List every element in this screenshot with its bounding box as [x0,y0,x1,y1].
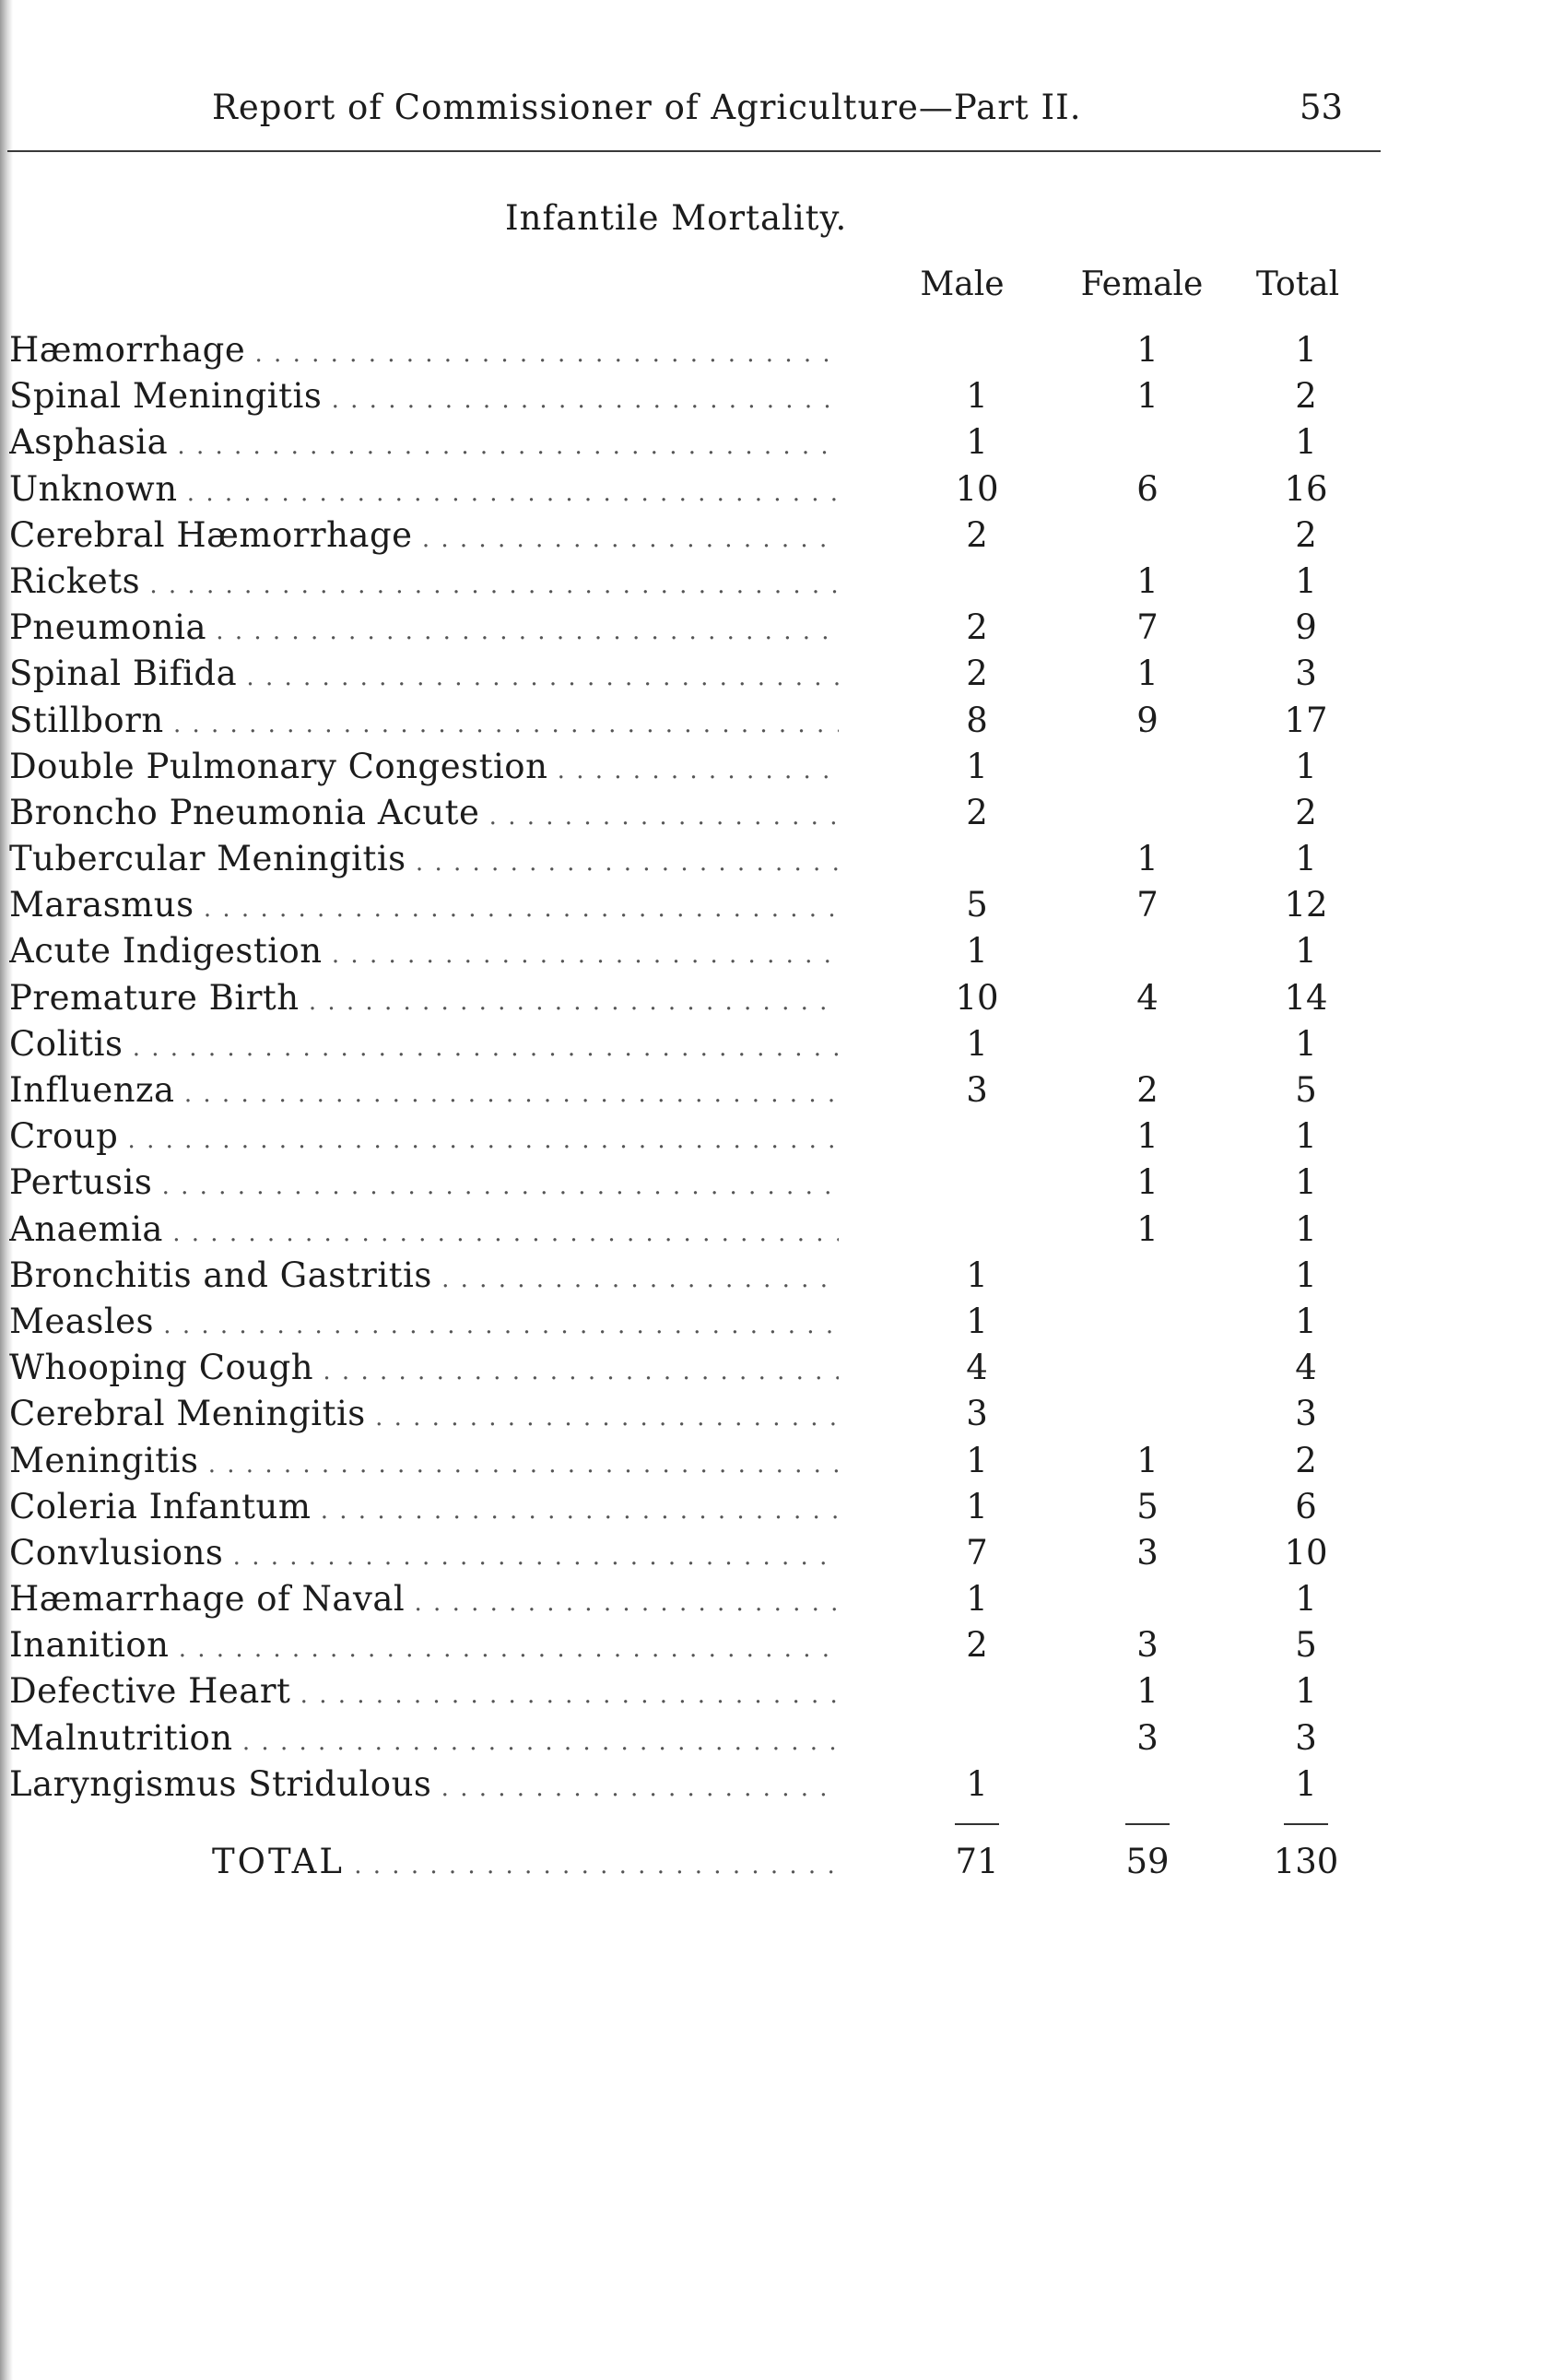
female-count: 1 [1136,839,1159,879]
total-count: 3 [1295,1394,1317,1434]
grand-total: 130 [1273,1842,1339,1881]
table-row [0,928,1438,974]
cause-name: Broncho Pneumonia Acute . . . [9,790,839,836]
table-row [0,836,1438,882]
cause-name: Stillborn . . . [9,698,839,744]
female-count: 1 [1136,330,1159,370]
table-row [0,790,1438,836]
cause-name: Hæmarrhage of Naval . . . [9,1576,839,1622]
total-count: 17 [1284,700,1328,740]
cause-name: Malnutrition . . . [9,1715,839,1761]
table-row [0,466,1438,513]
female-count: 3 [1136,1717,1159,1758]
male-count: 2 [966,1625,988,1666]
total-count: 1 [1295,1023,1317,1064]
male-count: 10 [955,977,999,1018]
cause-name: Colitis . . . [9,1021,839,1067]
table-row [0,1021,1438,1067]
cause-name: Asphasia . . . [9,419,839,465]
total-count: 1 [1295,1255,1317,1295]
table-row [0,1207,1438,1253]
table-row [0,327,1438,373]
table-row [0,744,1438,790]
table-row [0,605,1438,651]
male-count: 4 [966,1348,988,1388]
cause-name: Anaemia . . . [9,1207,839,1253]
total-count: 5 [1295,1070,1317,1110]
cause-name: Premature Birth . . . [9,975,839,1021]
cause-name: Whooping Cough . . . [9,1345,839,1391]
cause-name: Acute Indigestion . . . [9,928,839,974]
table-row [0,513,1438,559]
table-row [0,1530,1438,1576]
total-count: 16 [1284,468,1328,509]
table-row [0,882,1438,928]
male-count: 1 [966,1486,988,1526]
female-count: 1 [1136,654,1159,694]
total-count: 1 [1295,1579,1317,1620]
total-count: 1 [1295,1671,1317,1712]
table-row [0,1576,1438,1622]
cause-name: Unknown . . . [9,466,839,513]
cause-name: Croup . . . [9,1113,839,1160]
table-row [0,975,1438,1021]
cause-name: Coleria Infantum . . . [9,1484,839,1530]
total-count: 2 [1295,1440,1317,1480]
cause-name: Spinal Bifida . . . [9,651,839,697]
female-count: 1 [1136,1671,1159,1712]
female-count: 5 [1136,1486,1159,1526]
total-count: 4 [1295,1348,1317,1388]
cause-name: Measles . . . [9,1299,839,1345]
table-row [0,373,1438,419]
female-count: 9 [1136,700,1159,740]
total-count: 2 [1295,514,1317,555]
cause-name: Tubercular Meningitis . . . [9,836,839,882]
male-count: 2 [966,607,988,648]
column-header-total: Total [1255,265,1340,303]
total-count: 1 [1295,839,1317,879]
male-count: 7 [966,1532,988,1573]
male-count: 8 [966,700,988,740]
table-row [0,1345,1438,1391]
page-number: 53 [1300,88,1344,127]
female-count: 1 [1136,376,1159,417]
sum-rule-total [1284,1823,1328,1825]
male-count: 1 [966,1763,988,1804]
male-count: 2 [966,792,988,832]
female-count: 3 [1136,1625,1159,1666]
cause-name: Inanition . . . [9,1622,839,1668]
female-count: 1 [1136,1116,1159,1157]
female-count: 1 [1136,1208,1159,1249]
male-count: 1 [966,1023,988,1064]
female-count: 6 [1136,468,1159,509]
female-count: 1 [1136,1162,1159,1203]
cause-name: Cerebral Meningitis . . . [9,1391,839,1437]
table-row [0,1067,1438,1113]
total-count: 1 [1295,330,1317,370]
cause-name: Convlusions . . . [9,1530,839,1576]
running-head [0,88,1382,143]
table-row [0,1622,1438,1668]
table-row [0,1253,1438,1299]
cause-name: Pneumonia . . . [9,605,839,651]
table-row [0,1438,1438,1484]
total-count: 3 [1295,1717,1317,1758]
table-row [0,1668,1438,1714]
total-count: 1 [1295,1162,1317,1203]
header-rule [7,150,1381,152]
total-count: 6 [1295,1486,1317,1526]
male-count: 2 [966,654,988,694]
table-row [0,1484,1438,1530]
total-count: 1 [1295,422,1317,463]
female-count: 1 [1136,1440,1159,1480]
cause-name: Influenza . . . [9,1067,839,1113]
total-count: 1 [1295,746,1317,786]
total-count: 14 [1284,977,1328,1018]
column-header-male: Male [920,265,1005,303]
sum-rule-male [955,1823,999,1825]
male-count: 10 [955,468,999,509]
cause-name: Laryngismus Stridulous . . . [9,1761,839,1808]
male-count: 1 [966,746,988,786]
cause-name: Marasmus . . . [9,882,839,928]
total-count: 12 [1284,885,1328,925]
total-count: 1 [1295,1763,1317,1804]
table-row [0,1299,1438,1345]
total-female: 59 [1125,1842,1170,1881]
cause-name: Cerebral Hæmorrhage . . . [9,513,839,559]
table-row [0,698,1438,744]
male-count: 1 [966,1301,988,1341]
total-count: 1 [1295,931,1317,972]
table-row [0,1113,1438,1160]
cause-name: Meningitis . . . [9,1438,839,1484]
total-count: 5 [1295,1625,1317,1666]
cause-name: Pertusis . . . [9,1160,839,1206]
male-count: 1 [966,1255,988,1295]
female-count: 7 [1136,885,1159,925]
mortality-table-body [0,327,1438,1808]
total-count: 1 [1295,1116,1317,1157]
male-count: 1 [966,376,988,417]
cause-name: Defective Heart . . . [9,1668,839,1714]
total-count: 1 [1295,1301,1317,1341]
total-count: 2 [1295,376,1317,417]
column-header-female: Female [1080,265,1204,303]
total-count: 1 [1295,1208,1317,1249]
female-count: 3 [1136,1532,1159,1573]
table-row [0,1761,1438,1808]
male-count: 3 [966,1070,988,1110]
total-count: 3 [1295,654,1317,694]
total-count: 1 [1295,560,1317,601]
male-count: 1 [966,931,988,972]
table-row [0,419,1438,465]
male-count: 1 [966,1579,988,1620]
female-count: 7 [1136,607,1159,648]
male-count: 2 [966,514,988,555]
cause-name: Double Pulmonary Congestion . . . [9,744,839,790]
table-row [0,651,1438,697]
male-count: 1 [966,1440,988,1480]
cause-name: Hæmorrhage . . . [9,327,839,373]
cause-name: Spinal Meningitis . . . [9,373,839,419]
table-title: Infantile Mortality. [505,198,848,238]
table-row [0,1715,1438,1761]
cause-name: Bronchitis and Gastritis . . . [9,1253,839,1299]
table-row [0,559,1438,605]
table-row [0,1160,1438,1206]
male-count: 5 [966,885,988,925]
female-count: 2 [1136,1070,1159,1110]
male-count: 1 [966,422,988,463]
female-count: 4 [1136,977,1159,1018]
total-count: 10 [1284,1532,1328,1573]
cause-name: Rickets . . . [9,559,839,605]
total-label: TOTAL . . . [212,1839,839,1889]
male-count: 3 [966,1394,988,1434]
sum-rule-female [1125,1823,1170,1825]
running-title: Report of Commissioner of Agriculture—Part II. [212,88,1082,127]
total-male: 71 [955,1842,999,1881]
table-row [0,1391,1438,1437]
total-row [0,1839,1438,1885]
total-count: 2 [1295,792,1317,832]
total-count: 9 [1295,607,1317,648]
female-count: 1 [1136,560,1159,601]
